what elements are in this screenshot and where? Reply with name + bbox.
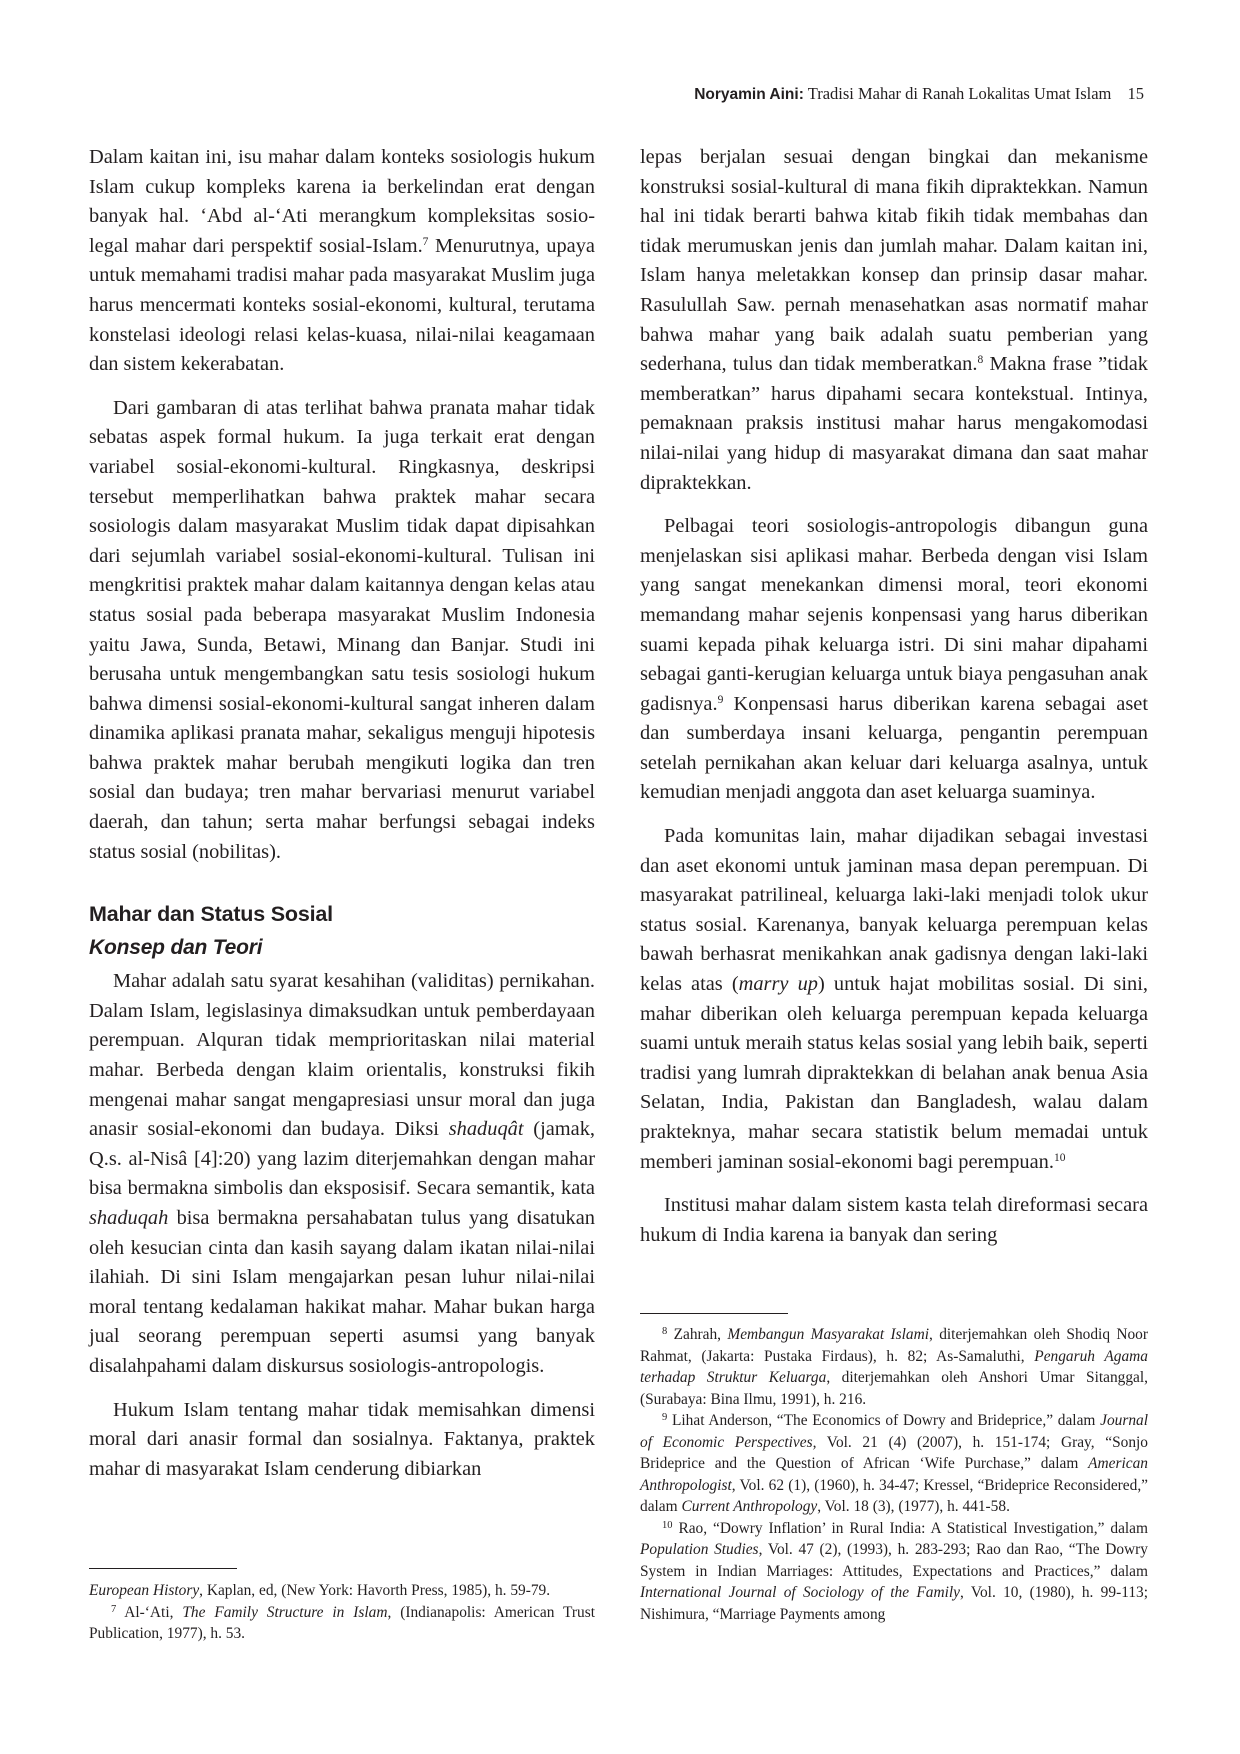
right-column	[640, 143, 1148, 1250]
italic-title: Pengaruh Agama terhadap Struktur Keluarga	[640, 1347, 1148, 1386]
footnote-10	[640, 1518, 1148, 1626]
footnote-ref: 10	[1053, 1151, 1066, 1164]
footnote-continued	[89, 1580, 595, 1602]
paragraph	[640, 143, 1148, 498]
text-run: Dalam kaitan ini, isu mahar dalam konteks sosiologis hukum Islam cukup kompleks karena ia berkelindan erat dengan banyak hal. ‘Abd al-‘Ati merangkum kompleksitas sosio-legal mahar dari perspektif sosial-Islam.	[89, 146, 595, 257]
text-run: Lihat Anderson, “The Economics of Dowry and Brideprice,” dalam	[667, 1412, 1101, 1429]
subsection-heading: Konsep dan Teori	[89, 936, 263, 960]
footnote-ref: 7	[422, 235, 429, 248]
paragraph: Dari gambaran di atas terlihat bahwa pranata mahar tidak sebatas aspek formal hukum. Ia juga terkait erat dengan variabel sosial-ekonomi-kultural. Ringkasnya, deskripsi tersebut memperlihatkan bahwa praktek mahar secara sosiologis dalam masyarakat Muslim tidak dapat dipisahkan dari sejumlah variabel sosial-ekonomi-kultural. Tulisan ini mengkritisi praktek mahar dalam kaitannya dengan kelas atau status sosial pada beberapa masyarakat Muslim Indonesia yaitu Jawa, Sunda, Betawi, Minang dan Banjar. Studi ini berusaha untuk mengembangkan satu tesis sosiologi hukum bahwa dimensi sosial-ekonomi-kultural sangat inheren dalam dinamika aplikasi pranata mahar, sekaligus menguji hipotesis bahwa praktek mahar berubah mengikuti logika dan tren sosial dan budaya; tren mahar bervariasi menurut variabel daerah, dan tahun; serta mahar berfungsi sebagai indeks status sosial (nobilitas).	[89, 396, 595, 863]
text-run: , Vol. 18 (3), (1977), h. 441-58.	[817, 1498, 1010, 1515]
footnote-7	[89, 1602, 595, 1645]
text-run: Konpensasi harus diberikan karena sebagai aset dan sumberdaya insani keluarga, pengantin perempuan setelah pernikahan akan keluar dari keluarga asalnya, untuk kemudian menjadi anggota dan aset keluarga suaminya.	[640, 692, 1148, 804]
footnote-number: 7	[111, 1603, 117, 1615]
paragraph	[640, 822, 1148, 1177]
footnote-8	[640, 1324, 1148, 1410]
footnote-number: 8	[662, 1326, 668, 1337]
italic-term: shaduqah	[89, 1207, 169, 1229]
paragraph	[89, 143, 595, 380]
text-run: lepas berjalan sesuai dengan bingkai dan mekanisme konstruksi sosial-kultural di mana fikih dipraktekkan. Namun hal ini tidak berarti bahwa kitab fikih tidak membahas dan tidak merumuskan jenis dan jumlah mahar. Dalam kaitan ini, Islam hanya meletakkan konsep dan prinsip dasar mahar. Rasulullah Saw. pernah menasehatkan asas normatif mahar bahwa mahar yang baik adalah suatu pemberian yang sederhana, tulus dan tidak memberatkan.	[640, 146, 1148, 376]
italic-title: The Family Structure in Islam	[182, 1603, 388, 1621]
text-run: , diterjemahkan oleh Shodiq Noor Rahmat, (Jakarta: Pustaka Firdaus), h. 82; As-Samaluthi,	[640, 1326, 1148, 1365]
text-run: Pada komunitas lain, mahar dijadikan sebagai investasi dan aset ekonomi untuk jaminan masa depan perempuan. Di masyarakat patrilineal, keluarga laki-laki menjadi tolok ukur status sosial. Karenanya, banyak keluarga perempuan kelas bawah berhasrat menikahkan anak gadisnya dengan laki-laki kelas atas (	[640, 825, 1148, 996]
text-run: Rao, “Dowry Inflation’ in Rural India: A Statistical Investigation,” dalam	[672, 1519, 1148, 1537]
footnotes-left	[89, 1580, 595, 1645]
paragraph	[640, 512, 1148, 808]
paragraph: Institusi mahar dalam sistem kasta telah direformasi secara hukum di India karena ia banyak dan sering	[640, 1194, 1148, 1246]
text-run: , Vol. 62 (1), (1960), h. 34-47; Kressel, “Brideprice Reconsidered,” dalam	[640, 1476, 1148, 1515]
text-run: (jamak, Q.s. al-Nisâ [4]:20) yang lazim diterjemahkan dengan mahar bisa bermakna simbolis dan eksposisif. Secara semantik, kata	[89, 1118, 595, 1200]
text-run: Makna frase ”tidak memberatkan” harus dipahami secara kontekstual. Intinya, pemaknaan praksis institusi mahar harus mengakomodasi nilai-nilai yang hidup di masyarakat dimana dan saat mahar dipraktekkan.	[640, 353, 1148, 494]
footnote-ref: 9	[717, 693, 724, 706]
footnote-rule	[640, 1313, 788, 1314]
text-run: Al-‘Ati,	[116, 1603, 183, 1621]
text-run: , (Indianapolis: American Trust Publication, 1977), h. 53.	[89, 1603, 595, 1642]
header-title: Tradisi Mahar di Ranah Lokalitas Umat Islam	[807, 84, 1112, 103]
footnote-number: 9	[662, 1412, 668, 1423]
section-heading: Mahar dan Status Sosial	[89, 902, 333, 927]
italic-term: shaduqât	[448, 1118, 524, 1141]
paragraph: Hukum Islam tentang mahar tidak memisahkan dimensi moral dari anasir formal dan sosialnya. Faktanya, praktek mahar di masyarakat Islam cenderung dibiarkan	[89, 1398, 595, 1480]
text-run: Zahrah,	[667, 1326, 728, 1343]
footnote-9	[640, 1410, 1148, 1518]
left-column	[89, 143, 595, 1484]
italic-term: marry up	[738, 973, 818, 996]
italic-title: Membangun Masyarakat Islami	[727, 1326, 929, 1343]
text-run: Menurutnya, upaya untuk memahami tradisi mahar pada masyarakat Muslim juga harus mencermati konteks sosial-ekonomi, kultural, terutama konstelasi ideologi relasi kelas-kuasa, nilai-nilai keagamaan dan sistem kekerabatan.	[89, 234, 595, 376]
text-run: bisa bermakna persahabatan tulus yang disatukan oleh kesucian cinta dan kasih sayang dalam ikatan nilai-nilai ilahiah. Di sini Islam mengajarkan pesan luhur nilai-nilai moral tentang kedalaman hakikat mahar. Mahar bukan harga jual seorang perempuan seperti asumsi yang banyak disalahpahami dalam diskursus sosiologis-antropologis.	[89, 1207, 595, 1377]
italic-title: Population Studies	[640, 1541, 759, 1558]
text-run: Mahar adalah satu syarat kesahihan (validitas) pernikahan. Dalam Islam, legislasinya dimaksudkan untuk pemberdayaan perempuan. Alquran tidak memprioritaskan nilai material mahar. Berbeda dengan klaim orientalis, konstruksi fikih mengenai mahar sangat mengapresiasi unsur moral dan juga anasir sosial-ekonomi dan budaya. Diksi	[89, 970, 595, 1141]
italic-title: European History	[89, 1582, 200, 1599]
italic-title: American Anthropologist	[640, 1455, 1148, 1494]
italic-title: International Journal of Sociology of the Family	[640, 1584, 960, 1601]
running-header	[694, 84, 1144, 104]
text-run: Pelbagai teori sosiologis-antropologis dibangun guna menjelaskan sisi aplikasi mahar. Berbeda dengan visi Islam yang sangat menekankan dimensi moral, teori ekonomi memandang mahar sejenis konpensasi yang harus diberikan suami kepada pihak keluarga istri. Di sini mahar dipahami sebagai ganti-kerugian keluarga untuk biaya pengasuhan anak gadisnya.	[640, 515, 1148, 715]
footnote-number: 10	[662, 1519, 673, 1531]
text-run: , Vol. 10, (1980), h. 99-113; Nishimura, “Marriage Payments among	[640, 1584, 1148, 1623]
text-run: , diterjemahkan oleh Anshori Umar Sitanggal, (Surabaya: Bina Ilmu, 1991), h. 216.	[640, 1369, 1148, 1408]
text-run: ) untuk hajat mobilitas sosial. Di sini, mahar diberikan oleh keluarga perempuan kepada keluarga suami untuk meraih status kelas sosial yang lebih baik, seperti tradisi yang lumrah dipraktekkan di belahan anak benua Asia Selatan, India, Pakistan dan Bangladesh, walau dalam prakteknya, mahar secara statistik belum memadai untuk memberi jaminan sosial-ekonomi bagi perempuan.	[640, 973, 1148, 1173]
italic-title: Current Anthropology	[681, 1498, 818, 1515]
text-run: , Vol. 47 (2), (1993), h. 283-293; Rao dan Rao, “The Dowry System in Indian Marriages: Attitudes, Expectations and Practices,” dalam	[640, 1541, 1148, 1580]
text-run: , Kaplan, ed, (New York: Havorth Press, 1985), h. 59-79.	[199, 1582, 551, 1599]
footnote-rule	[89, 1568, 237, 1569]
paragraph	[89, 967, 595, 1381]
text-run: Vol. 21 (4) (2007), h. 151-174; Gray, “Sonjo Brideprice and the Question of African ‘Wife Purchase,” dalam	[640, 1433, 1148, 1472]
footnotes-right	[640, 1324, 1148, 1625]
page-number: 15	[1127, 84, 1144, 103]
header-author: Noryamin Aini:	[694, 86, 804, 103]
footnote-ref: 8	[977, 354, 984, 367]
italic-title: Journal of Economic Perspectives,	[640, 1412, 1148, 1451]
